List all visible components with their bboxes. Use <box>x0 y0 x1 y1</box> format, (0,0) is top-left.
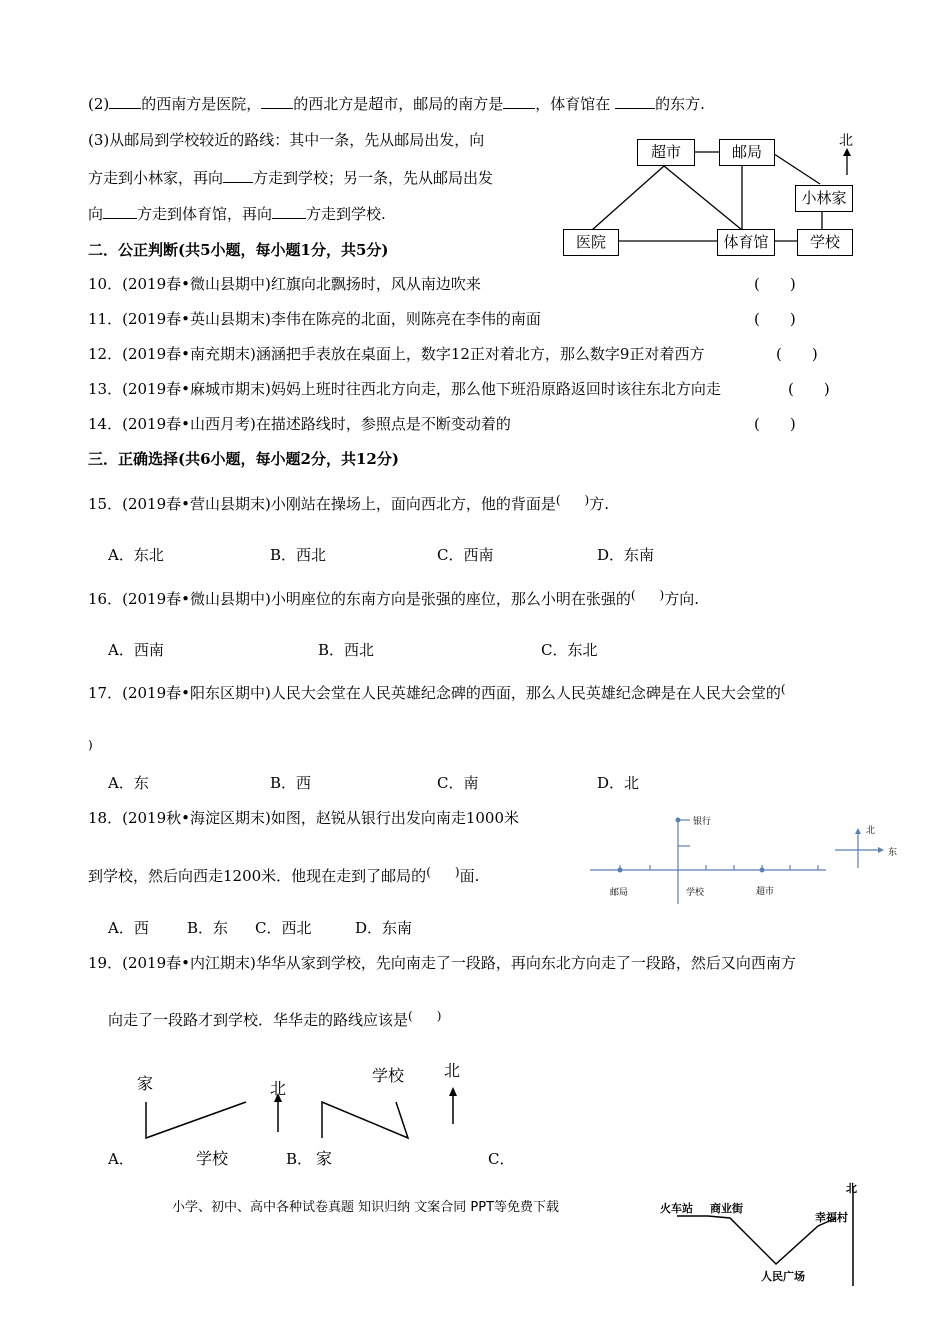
footer-text: 小学、初中、高中各种试卷真题 知识归纳 文案合同 PPT等免费下载 <box>172 1200 560 1215</box>
judge-11-paren[interactable]: ( ) <box>754 310 796 328</box>
q18-line1: 18．(2019秋•海淀区期末)如图，赵锐从银行出发向南走1000米 <box>88 809 519 827</box>
q19-line1: 19．(2019春•内江期末)华华从家到学校，先向南走了一段路，再向东北方向走了一段路，然后又向西南方 <box>88 954 796 972</box>
q17-paren-close[interactable]: ) <box>88 738 93 752</box>
q3-line1: (3)从邮局到学校较近的路线：其中一条，先从邮局出发，向 <box>88 131 485 149</box>
judge-10-paren[interactable]: ( ) <box>754 275 796 293</box>
map1-gym: 体育馆 <box>717 229 775 256</box>
map2-school: 学校 <box>686 888 705 898</box>
q18-option-a[interactable]: A．西 <box>108 919 149 937</box>
q18-option-c[interactable]: C．西北 <box>255 919 312 937</box>
map2-bank: 银行 <box>693 817 712 827</box>
q19-north-1: 北 <box>270 1079 287 1098</box>
q3-line2: 方走到小林家，再向 方走到学校；另一条，先从邮局出发 <box>88 169 494 187</box>
q19-fig-a-school: 学校 <box>196 1149 229 1168</box>
q19-fig-b-school: 学校 <box>372 1066 405 1085</box>
q19-north-2: 北 <box>444 1061 461 1080</box>
map3-station: 火车站 <box>660 1202 693 1215</box>
q19-option-b[interactable]: B． <box>286 1150 313 1168</box>
map1-xiaolin-home: 小林家 <box>795 185 853 212</box>
judge-13-paren[interactable]: ( ) <box>788 380 830 398</box>
map2-supermarket: 超市 <box>756 887 775 897</box>
judge-13: 13．(2019春•麻城市期末)妈妈上班时往西北方向走，那么他下班沿原路返回时该往东北方向走 <box>88 380 721 398</box>
q16-option-b[interactable]: B．西北 <box>318 641 375 659</box>
q17-option-b[interactable]: B．西 <box>270 774 312 792</box>
map3-xingfu-village: 幸福村 <box>815 1211 848 1224</box>
q16-option-c[interactable]: C．东北 <box>541 641 598 659</box>
q16-option-a[interactable]: A．西南 <box>108 641 164 659</box>
judge-12: 12．(2019春•南充期末)涵涵把手表放在桌面上，数字12正对着北方，那么数字9正对着西方 <box>88 345 705 363</box>
map2-east: 东 <box>888 848 898 858</box>
q19-paren[interactable]: ( ) <box>408 1009 442 1023</box>
section3-title: 三．正确选择(共6小题，每小题2分，共12分) <box>88 450 399 468</box>
q18-option-b[interactable]: B．东 <box>187 919 229 937</box>
q3-line3: 向 方走到体育馆，再向 方走到学校. <box>88 205 386 223</box>
map1-hospital: 医院 <box>563 229 619 256</box>
q15-option-d[interactable]: D．东南 <box>597 546 655 564</box>
q15-stem: 15．(2019春•营山县期末)小刚站在操场上，面向西北方，他的背面是( )方. <box>88 493 609 513</box>
judge-14: 14．(2019春•山西月考)在描述路线时，参照点是不断变动着的 <box>88 415 511 433</box>
judge-14-paren[interactable]: ( ) <box>754 415 796 433</box>
map1-post-office: 邮局 <box>719 139 775 166</box>
map1-supermarket: 超市 <box>637 139 695 166</box>
map2-north: 北 <box>866 826 876 836</box>
q2-line: (2) 的西南方是医院， 的西北方是超市，邮局的南方是 ，体育馆在 的东方. <box>88 95 705 113</box>
q18-line2: 到学校，然后向西走1200米．他现在走到了邮局的( )面. <box>88 865 480 885</box>
q17-stem: 17．(2019春•阳东区期中)人民大会堂在人民英雄纪念碑的西面，那么人民英雄纪念碑是在人民大会堂的( <box>88 682 786 702</box>
q17-option-c[interactable]: C．南 <box>437 774 479 792</box>
map3-north: 北 <box>846 1182 857 1195</box>
q19-option-c[interactable]: C． <box>488 1150 515 1168</box>
q18-paren[interactable]: ( ) <box>426 865 460 879</box>
judge-12-paren[interactable]: ( ) <box>776 345 818 363</box>
q17-option-a[interactable]: A．东 <box>108 774 149 792</box>
map3-people-square: 人民广场 <box>761 1270 805 1283</box>
q15-option-a[interactable]: A．东北 <box>108 546 164 564</box>
q15-option-c[interactable]: C．西南 <box>437 546 494 564</box>
judge-10: 10．(2019春•微山县期中)红旗向北飘扬时，风从南边吹来 <box>88 275 481 293</box>
q15-option-b[interactable]: B．西北 <box>270 546 327 564</box>
map2-post-office: 邮局 <box>610 888 629 898</box>
map1-school: 学校 <box>797 229 853 256</box>
q18-option-d[interactable]: D．东南 <box>355 919 413 937</box>
q16-paren[interactable]: ( ) <box>630 588 665 602</box>
map1-north-label: 北 <box>839 133 853 149</box>
q15-paren[interactable]: ( ) <box>555 493 590 507</box>
q16-stem: 16．(2019春•微山县期中)小明座位的东南方向是张强的座位，那么小明在张强的( )方向. <box>88 588 699 608</box>
q19-fig-a-home: 家 <box>137 1074 154 1093</box>
q19-line2: 向走了一段路才到学校．华华走的路线应该是( ) <box>108 1009 442 1029</box>
section2-title: 二．公正判断(共5小题，每小题1分，共5分) <box>88 241 389 259</box>
map3-commercial-street: 商业街 <box>710 1202 743 1215</box>
q19-fig-b-home: 家 <box>316 1149 333 1168</box>
judge-11: 11．(2019春•英山县期末)李伟在陈亮的北面，则陈亮在李伟的南面 <box>88 310 541 328</box>
q17-option-d[interactable]: D．北 <box>597 774 640 792</box>
q19-option-a[interactable]: A． <box>108 1150 134 1168</box>
q17-paren-open: ( <box>780 682 786 696</box>
